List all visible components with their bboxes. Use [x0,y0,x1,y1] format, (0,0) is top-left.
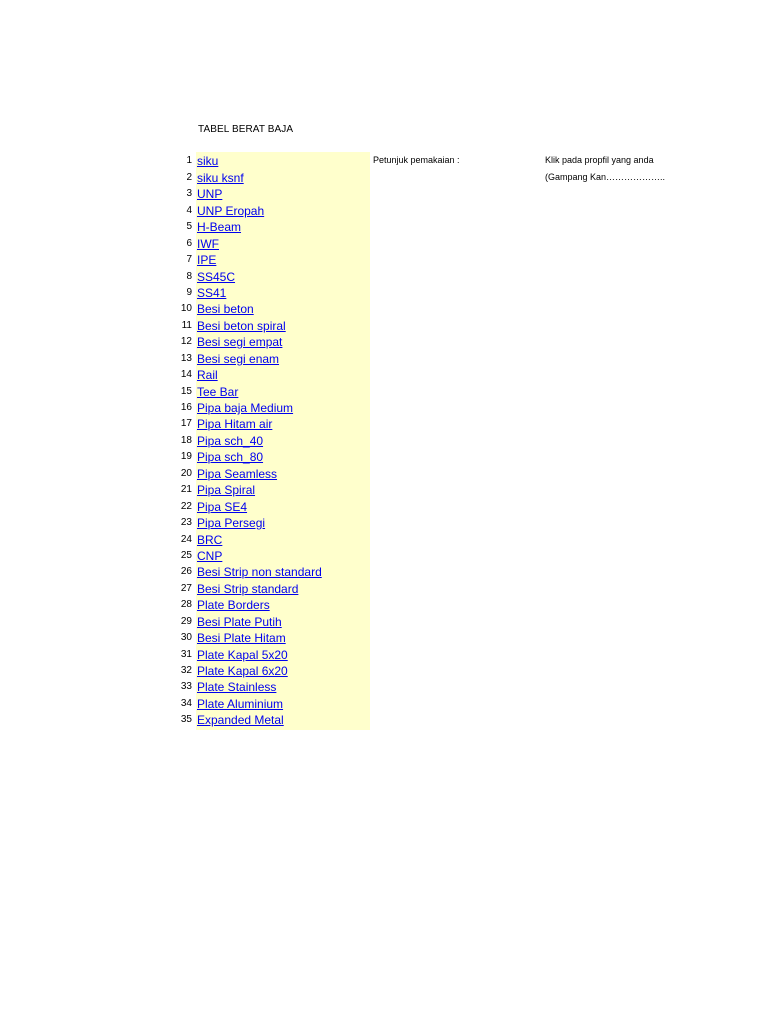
profile-link[interactable]: BRC [197,532,223,547]
profile-link[interactable]: siku [197,154,219,169]
row-number: 32 [180,665,192,676]
row-number: 5 [186,221,192,233]
page-title: TABEL BERAT BAJA [198,124,294,135]
list-item [170,201,370,217]
list-item [170,579,370,595]
row-number: 35 [180,714,192,726]
list-item [170,234,370,250]
list-item [170,596,370,612]
list-item [170,152,370,168]
list-item [170,185,370,201]
profile-link[interactable]: SS41 [197,285,227,300]
profile-link[interactable]: CNP [197,548,223,563]
profile-link[interactable]: Plate Stainless [197,680,277,695]
row-number: 28 [180,599,192,611]
instructions-label: Petunjuk pemakaian : [373,155,460,165]
profile-link[interactable]: Pipa sch_80 [197,450,264,465]
row-number: 11 [181,319,192,331]
profile-link[interactable]: Pipa Persegi [197,516,266,531]
row-number: 10 [180,303,192,315]
list-item [170,300,370,316]
row-number: 26 [180,566,192,578]
profile-link[interactable]: Besi Strip standard [197,581,299,596]
profile-link[interactable]: UNP [197,187,223,202]
profile-link[interactable]: Tee Bar [197,384,239,399]
profile-link[interactable]: Besi beton spiral [197,318,286,333]
list-item [170,251,370,267]
profile-link[interactable]: Besi segi empat [197,335,283,350]
profile-link[interactable]: Pipa Spiral [197,483,256,498]
profile-link[interactable]: Besi Strip non standard [197,565,322,580]
instructions-line-1: Klik pada propfil yang anda [545,155,654,165]
list-item [170,694,370,710]
row-number: 9 [186,286,192,298]
profile-link[interactable]: Pipa SE4 [197,499,248,514]
row-number: 23 [180,517,192,529]
profile-link[interactable]: Plate Borders [197,598,270,613]
row-number: 20 [180,467,192,479]
profile-link[interactable]: Plate Kapal 6x20 [197,664,288,678]
list-item [170,678,370,694]
profile-link[interactable]: IWF [197,236,219,251]
row-number: 8 [186,270,192,282]
list-item [170,399,370,415]
row-number: 34 [180,697,192,709]
list-item [170,563,370,579]
list-item [170,316,370,332]
profile-link[interactable]: Besi segi enam [197,351,280,366]
profile-link[interactable]: siku ksnf [197,170,244,185]
profile-link[interactable]: SS45C [197,269,236,284]
instructions-line-2: (Gampang Kan……………….. [545,172,666,182]
row-number: 12 [180,336,192,348]
row-number: 30 [180,632,192,644]
row-number: 21 [180,484,192,496]
row-number: 27 [180,582,192,594]
profile-link[interactable]: UNP Eropah [197,203,265,218]
list-item [170,612,370,628]
profile-list [170,152,370,727]
list-item [170,333,370,349]
row-number: 31 [180,648,192,660]
list-item [170,366,370,382]
row-number: 6 [186,237,192,249]
list-item [170,497,370,513]
list-item [170,547,370,563]
list-item [170,431,370,447]
list-item [170,514,370,530]
list-item [170,168,370,184]
row-number: 19 [180,451,192,463]
profile-link[interactable]: Pipa Seamless [197,466,278,481]
row-number: 4 [186,204,192,216]
profile-link[interactable]: Plate Aluminium [197,696,284,711]
row-number: 29 [180,615,192,627]
row-number: 7 [186,254,192,266]
list-item [170,267,370,283]
profile-link[interactable]: IPE [197,253,217,268]
row-number: 1 [186,155,192,167]
profile-link[interactable]: Pipa baja Medium [197,401,294,415]
row-number: 18 [180,434,192,446]
row-number: 24 [180,533,192,545]
list-item [170,711,370,727]
profile-link[interactable]: Besi Plate Hitam [197,631,286,646]
profile-link[interactable]: Besi beton [197,302,254,317]
row-number: 17 [180,418,192,430]
profile-link[interactable]: Plate Kapal 5x20 [197,647,288,662]
profile-link[interactable]: Expanded Metal [197,713,284,728]
row-number: 22 [180,500,192,512]
list-item [170,448,370,464]
list-item [170,629,370,645]
list-item [170,662,370,678]
profile-link[interactable]: Pipa Hitam air [197,417,273,432]
list-item [170,218,370,234]
profile-link[interactable]: Rail [197,368,218,383]
list-item [170,481,370,497]
row-number: 15 [180,385,192,397]
row-number: 13 [180,352,192,364]
row-number: 33 [180,681,192,693]
list-item [170,530,370,546]
row-number: 25 [180,549,192,561]
list-item [170,349,370,365]
list-item [170,284,370,300]
list-item [170,464,370,480]
profile-link[interactable]: H-Beam [197,220,242,235]
row-number: 2 [186,171,192,183]
list-item [170,415,370,431]
row-number: 14 [180,369,192,381]
profile-link[interactable]: Besi Plate Putih [197,614,282,629]
row-number: 3 [186,188,192,200]
list-item [170,645,370,661]
list-item [170,382,370,398]
profile-link[interactable]: Pipa sch_40 [197,433,264,448]
row-number: 16 [180,402,192,413]
